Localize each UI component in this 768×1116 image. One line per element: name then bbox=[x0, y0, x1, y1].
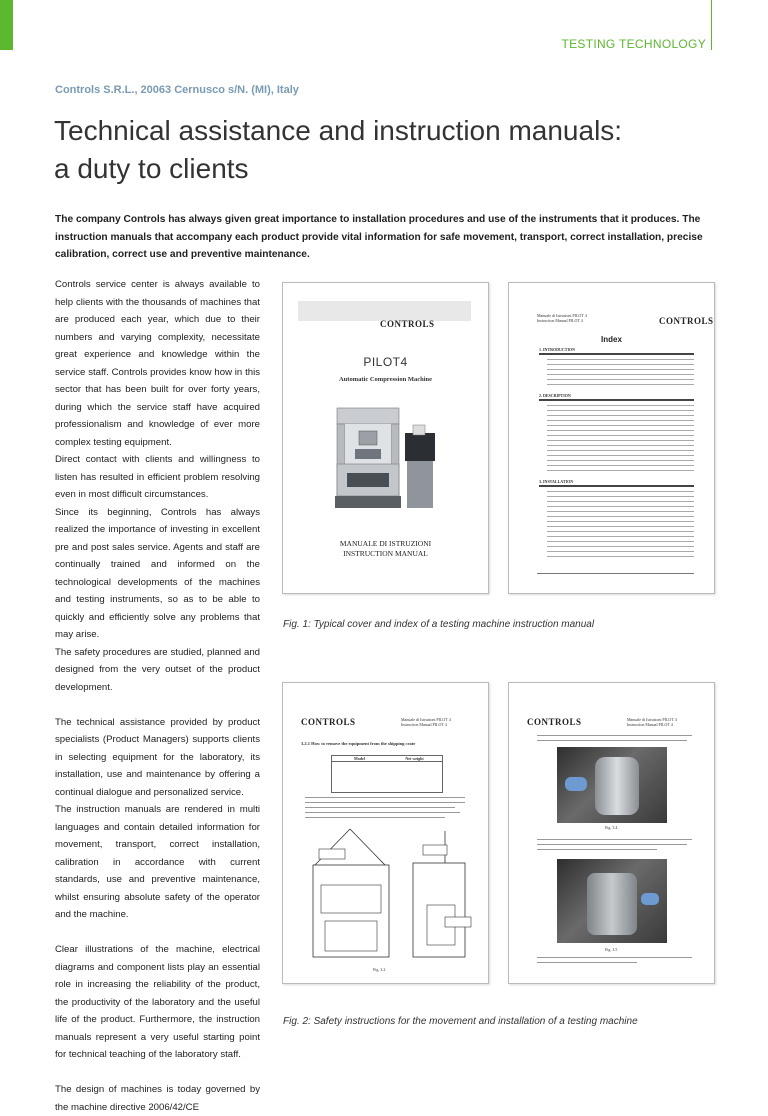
section-heading: 3.2.1 How to remove the equipment from the shipping crate bbox=[301, 741, 416, 746]
index-entry bbox=[547, 379, 694, 380]
index-entry bbox=[547, 359, 694, 360]
title-line-1: Technical assistance and instruction manuals: bbox=[54, 115, 623, 146]
body-paragraph: Controls service center is always available to help clients with the thousands of machines that are produced each year, which due to their numbers and varying complexity, necessitate great experience and knowledge within the service staff. Controls provides know how in this sector that has been built for over forty years, during which the service staff have acquired professionalism and knowledge of ever more complex testing equipment. bbox=[55, 279, 260, 448]
index-entry bbox=[547, 455, 694, 456]
index-entry bbox=[547, 556, 694, 557]
index-entry bbox=[547, 374, 694, 375]
controls-logo: CONTROLS bbox=[301, 717, 356, 727]
manual-cover-page bbox=[282, 282, 489, 594]
text-line bbox=[537, 849, 657, 850]
index-entry bbox=[547, 435, 694, 436]
header-divider bbox=[711, 0, 712, 50]
cylinder-shape bbox=[595, 757, 639, 815]
cylinder-shape bbox=[587, 873, 637, 935]
index-entry bbox=[547, 551, 694, 552]
table-col-weight: Net weight bbox=[405, 756, 424, 761]
lifting-diagram bbox=[295, 825, 477, 965]
index-entry bbox=[547, 445, 694, 446]
manual-page-crate-removal bbox=[282, 682, 489, 984]
index-entry bbox=[547, 536, 694, 537]
index-entry bbox=[547, 440, 694, 441]
page-header-text bbox=[401, 717, 451, 727]
index-divider bbox=[539, 353, 694, 355]
section-label: TESTING TECHNOLOGY bbox=[561, 37, 706, 51]
index-entry bbox=[547, 369, 694, 370]
product-name: PILOT4 bbox=[363, 355, 408, 369]
body-paragraph: Since its beginning, Controls has always realized the importance of investing in excellent pre and post sales service. Agents and staff are continually trained and informed on the technological developments of the machines and testing instruments, so as to be able to quickly and efficiently solve any problems that may arise. bbox=[55, 506, 260, 640]
green-edge-tab bbox=[0, 0, 13, 50]
article-title bbox=[54, 112, 704, 188]
index-entry bbox=[547, 526, 694, 527]
index-entry bbox=[547, 516, 694, 517]
text-line bbox=[537, 735, 692, 736]
figure-1-caption: Fig. 1: Typical cover and index of a testing machine instruction manual bbox=[283, 619, 595, 630]
page-header-text bbox=[627, 717, 677, 727]
compression-machine-illustration bbox=[333, 403, 443, 518]
text-line bbox=[305, 802, 465, 803]
index-entry bbox=[547, 501, 694, 502]
body-paragraph: The technical assistance provided by product specialists (Product Managers) supports clients in selecting equipment for the laboratory, its installation, use and maintenance by offering a continual dialogue and personalized service. bbox=[55, 716, 260, 798]
manual-title bbox=[283, 539, 488, 559]
index-divider bbox=[539, 485, 694, 487]
header-it: Manuale di Istruzioni PILOT 4 bbox=[537, 313, 587, 318]
index-entry bbox=[547, 521, 694, 522]
body-paragraph: Direct contact with clients and willingness to listen has resulted in efficient problem resolving even in most difficult circumstances. bbox=[55, 454, 260, 500]
header-en: Instruction Manual PILOT 4 bbox=[537, 318, 583, 323]
header-it: Manuale di Istruzioni PILOT 4 bbox=[627, 717, 677, 722]
controls-logo: CONTROLS bbox=[380, 319, 435, 329]
text-line bbox=[537, 844, 687, 845]
text-line bbox=[305, 817, 445, 818]
index-entry bbox=[547, 430, 694, 431]
index-entry bbox=[547, 405, 694, 406]
index-entry bbox=[547, 470, 694, 471]
lead-paragraph: The company Controls has always given great importance to installation procedures and use of the instruments that it produces. The instruction manuals that accompany each product provide vital information for safe movement, transport, correct installation, precise calibration, correct use and preventive maintenance. bbox=[55, 214, 703, 260]
body-paragraph: The safety procedures are studied, planned and designed from the very outset of the product development. bbox=[55, 646, 260, 693]
index-entry bbox=[547, 420, 694, 421]
index-header-text bbox=[537, 313, 587, 323]
index-entry bbox=[547, 384, 694, 385]
glove-shape bbox=[565, 777, 587, 791]
figure-label: Fig. 3.2 bbox=[373, 967, 386, 972]
installation-photo-1 bbox=[557, 747, 667, 823]
index-entry bbox=[547, 465, 694, 466]
manual-title-en: INSTRUCTION MANUAL bbox=[343, 549, 428, 558]
text-line bbox=[537, 962, 637, 963]
title-line-2: a duty to clients bbox=[54, 153, 249, 184]
index-entry bbox=[547, 506, 694, 507]
text-line bbox=[305, 812, 460, 813]
page-footer-rule bbox=[537, 573, 694, 574]
glove-shape bbox=[641, 893, 659, 905]
manual-index-page bbox=[508, 282, 715, 594]
text-line bbox=[537, 839, 692, 840]
body-paragraph: The design of machines is today governed by the machine directive 2006/42/CE bbox=[55, 1084, 260, 1113]
index-entry bbox=[547, 546, 694, 547]
weight-table bbox=[331, 755, 443, 793]
header-en: Instruction Manual PILOT 4 bbox=[627, 722, 673, 727]
index-entry bbox=[547, 460, 694, 461]
manual-title-it: MANUALE DI ISTRUZIONI bbox=[339, 539, 432, 548]
manual-page-installation bbox=[508, 682, 715, 984]
index-entry bbox=[547, 496, 694, 497]
table-col-model: Model bbox=[354, 756, 365, 761]
body-paragraph: Clear illustrations of the machine, electrical diagrams and component lists play an essential role in increasing the reliability of the product, the productivity of the laboratory and the useful life of the product. Furthermore, the instruction manuals represent a very useful starting point for technical teaching of the laboratory staff. bbox=[55, 944, 260, 1060]
weight-table-header bbox=[332, 756, 442, 762]
header-it: Manuale di Istruzioni PILOT 4 bbox=[401, 717, 451, 722]
index-section: 1. INTRODUCTION bbox=[539, 347, 576, 352]
company-address: Controls S.R.L., 20063 Cernusco s/N. (MI), Italy bbox=[55, 84, 299, 96]
index-section: 3. INSTALLATION bbox=[539, 479, 574, 484]
index-title: Index bbox=[601, 335, 622, 344]
index-entry bbox=[547, 450, 694, 451]
cover-grey-band bbox=[298, 301, 471, 321]
body-column bbox=[55, 276, 260, 1116]
index-divider bbox=[539, 399, 694, 401]
figure-label: Fig. 3.4 bbox=[605, 825, 618, 830]
controls-logo: CONTROLS bbox=[527, 717, 582, 727]
index-entry bbox=[547, 541, 694, 542]
index-entry bbox=[547, 531, 694, 532]
text-line bbox=[537, 740, 687, 741]
index-section: 2. DESCRIPTION bbox=[539, 393, 571, 398]
body-paragraph: The instruction manuals are rendered in multi languages and contain detailed information for movement, transport, correct installation, calibration in accordance with current standards, use and preventive maintenance, whilst ensuring absolute safety of the operator and the machine. bbox=[55, 804, 260, 920]
index-entry bbox=[547, 425, 694, 426]
figure-2-caption: Fig. 2: Safety instructions for the movement and installation of a testing machine bbox=[283, 1016, 638, 1027]
index-entry bbox=[547, 364, 694, 365]
header-en: Instruction Manual PILOT 4 bbox=[401, 722, 447, 727]
index-entry bbox=[547, 511, 694, 512]
text-line bbox=[305, 797, 465, 798]
index-entry bbox=[547, 410, 694, 411]
controls-logo: CONTROLS bbox=[659, 316, 714, 326]
text-line bbox=[537, 957, 692, 958]
text-line bbox=[305, 807, 455, 808]
installation-photo-2 bbox=[557, 859, 667, 943]
product-subtitle: Automatic Compression Machine bbox=[338, 376, 433, 383]
index-entry bbox=[547, 491, 694, 492]
figure-label: Fig. 3.5 bbox=[605, 947, 618, 952]
index-entry bbox=[547, 415, 694, 416]
